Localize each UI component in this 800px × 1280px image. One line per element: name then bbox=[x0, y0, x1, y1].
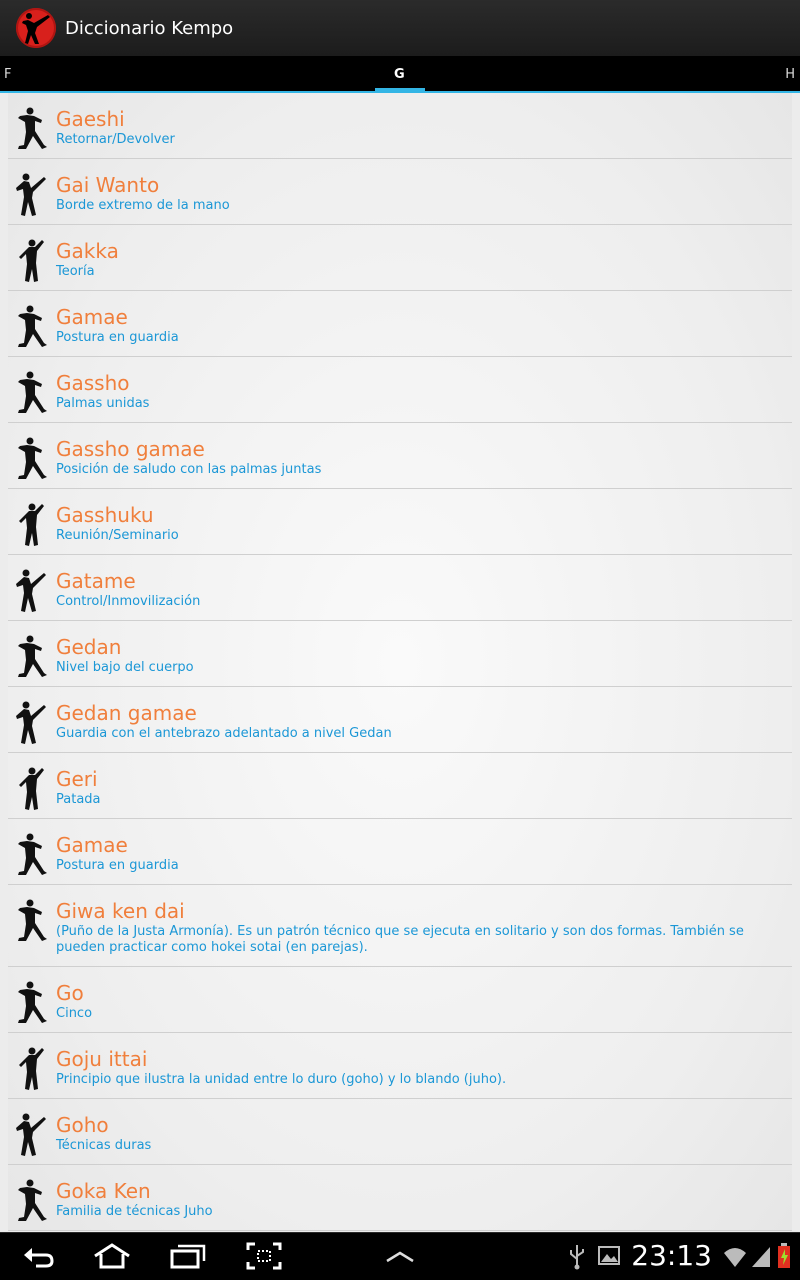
karate-figure-icon bbox=[12, 369, 52, 417]
karate-figure-icon bbox=[12, 501, 52, 549]
entry-term: Goho bbox=[56, 1113, 109, 1137]
entry-definition: Principio que ilustra la unidad entre lo duro (goho) y lo blando (juho). bbox=[56, 1072, 507, 1087]
gallery-icon bbox=[598, 1241, 620, 1271]
karate-figure-icon bbox=[12, 237, 52, 285]
entry-term: Gaeshi bbox=[56, 107, 125, 131]
entry-term: Gasshuku bbox=[56, 503, 154, 527]
list-item[interactable] bbox=[8, 967, 792, 1033]
entry-term: Gatame bbox=[56, 569, 136, 593]
entry-definition: Borde extremo de la mano bbox=[56, 198, 230, 213]
list-item[interactable] bbox=[8, 291, 792, 357]
entry-definition: (Puño de la Justa Armonía). Es un patrón técnico que se ejecuta en solitario y son dos formas. También se pueden practicar como hokei sotai (en parejas). bbox=[56, 924, 744, 955]
entry-definition: Posición de saludo con las palmas juntas bbox=[56, 462, 322, 477]
list-item[interactable] bbox=[8, 1165, 792, 1231]
entry-term: Gamae bbox=[56, 833, 128, 857]
karate-figure-icon bbox=[12, 567, 52, 615]
list-item[interactable] bbox=[8, 489, 792, 555]
list-item[interactable] bbox=[8, 225, 792, 291]
entry-term: Gedan gamae bbox=[56, 701, 197, 725]
entry-term: Gai Wanto bbox=[56, 173, 160, 197]
entry-term: Geri bbox=[56, 767, 98, 791]
entry-definition: Cinco bbox=[56, 1006, 93, 1021]
entry-term: Gakka bbox=[56, 239, 119, 263]
karate-kick-logo-icon[interactable] bbox=[16, 8, 56, 48]
entry-definition: Teoría bbox=[56, 264, 95, 279]
screenshot-icon[interactable] bbox=[246, 1241, 282, 1271]
battery-icon bbox=[776, 1241, 792, 1271]
entry-definition: Control/Inmovilización bbox=[56, 594, 201, 609]
entry-term: Gamae bbox=[56, 305, 128, 329]
entry-term: Gassho gamae bbox=[56, 437, 205, 461]
entry-term: Go bbox=[56, 981, 84, 1005]
status-clock: 23:13 bbox=[631, 1239, 712, 1272]
list-item[interactable] bbox=[8, 753, 792, 819]
list-item[interactable] bbox=[8, 423, 792, 489]
list-item[interactable] bbox=[8, 357, 792, 423]
karate-figure-icon bbox=[12, 979, 52, 1027]
tab-prev-letter[interactable]: F bbox=[4, 67, 12, 82]
home-icon[interactable] bbox=[92, 1241, 132, 1271]
entry-definition: Palmas unidas bbox=[56, 396, 150, 411]
wifi-icon bbox=[722, 1241, 748, 1271]
entry-term: Gedan bbox=[56, 635, 122, 659]
entry-definition: Postura en guardia bbox=[56, 858, 179, 873]
up-chevron-icon[interactable] bbox=[384, 1241, 416, 1271]
list-item[interactable] bbox=[8, 555, 792, 621]
entry-definition: Retornar/Devolver bbox=[56, 132, 175, 147]
system-navigation-bar bbox=[0, 1232, 800, 1280]
app-title: Diccionario Kempo bbox=[65, 17, 234, 39]
list-item[interactable] bbox=[8, 885, 792, 967]
dictionary-list[interactable] bbox=[8, 93, 792, 1231]
karate-figure-icon bbox=[12, 699, 52, 747]
action-bar bbox=[0, 0, 800, 56]
list-item[interactable] bbox=[8, 819, 792, 885]
karate-figure-icon bbox=[12, 303, 52, 351]
karate-figure-icon bbox=[12, 1045, 52, 1093]
karate-figure-icon bbox=[12, 105, 52, 153]
karate-figure-icon bbox=[12, 765, 52, 813]
karate-figure-icon bbox=[12, 897, 52, 945]
karate-figure-icon bbox=[12, 171, 52, 219]
list-item[interactable] bbox=[8, 687, 792, 753]
karate-figure-icon bbox=[12, 1111, 52, 1159]
list-item[interactable] bbox=[8, 93, 792, 159]
entry-definition: Reunión/Seminario bbox=[56, 528, 179, 543]
list-item[interactable] bbox=[8, 621, 792, 687]
list-item[interactable] bbox=[8, 1099, 792, 1165]
entry-definition: Postura en guardia bbox=[56, 330, 179, 345]
entry-term: Goju ittai bbox=[56, 1047, 148, 1071]
tab-current-letter[interactable]: G bbox=[394, 67, 405, 82]
entry-definition: Nivel bajo del cuerpo bbox=[56, 660, 194, 675]
tab-selected-indicator bbox=[375, 88, 425, 92]
entry-term: Goka Ken bbox=[56, 1179, 151, 1203]
entry-term: Giwa ken dai bbox=[56, 899, 185, 923]
entry-definition: Guardia con el antebrazo adelantado a nivel Gedan bbox=[56, 726, 392, 741]
letter-tab-strip bbox=[0, 56, 800, 92]
karate-figure-icon bbox=[12, 831, 52, 879]
signal-icon bbox=[750, 1241, 772, 1271]
karate-figure-icon bbox=[12, 1177, 52, 1225]
list-item[interactable] bbox=[8, 1033, 792, 1099]
karate-figure-icon bbox=[12, 435, 52, 483]
usb-icon bbox=[568, 1241, 586, 1271]
list-item[interactable] bbox=[8, 159, 792, 225]
recent-apps-icon[interactable] bbox=[168, 1241, 208, 1271]
entry-term: Gassho bbox=[56, 371, 130, 395]
entry-definition: Técnicas duras bbox=[56, 1138, 152, 1153]
tab-next-letter[interactable]: H bbox=[785, 67, 795, 82]
back-icon[interactable] bbox=[22, 1241, 56, 1271]
karate-figure-icon bbox=[12, 633, 52, 681]
entry-definition: Patada bbox=[56, 792, 101, 807]
entry-definition: Familia de técnicas Juho bbox=[56, 1204, 213, 1219]
